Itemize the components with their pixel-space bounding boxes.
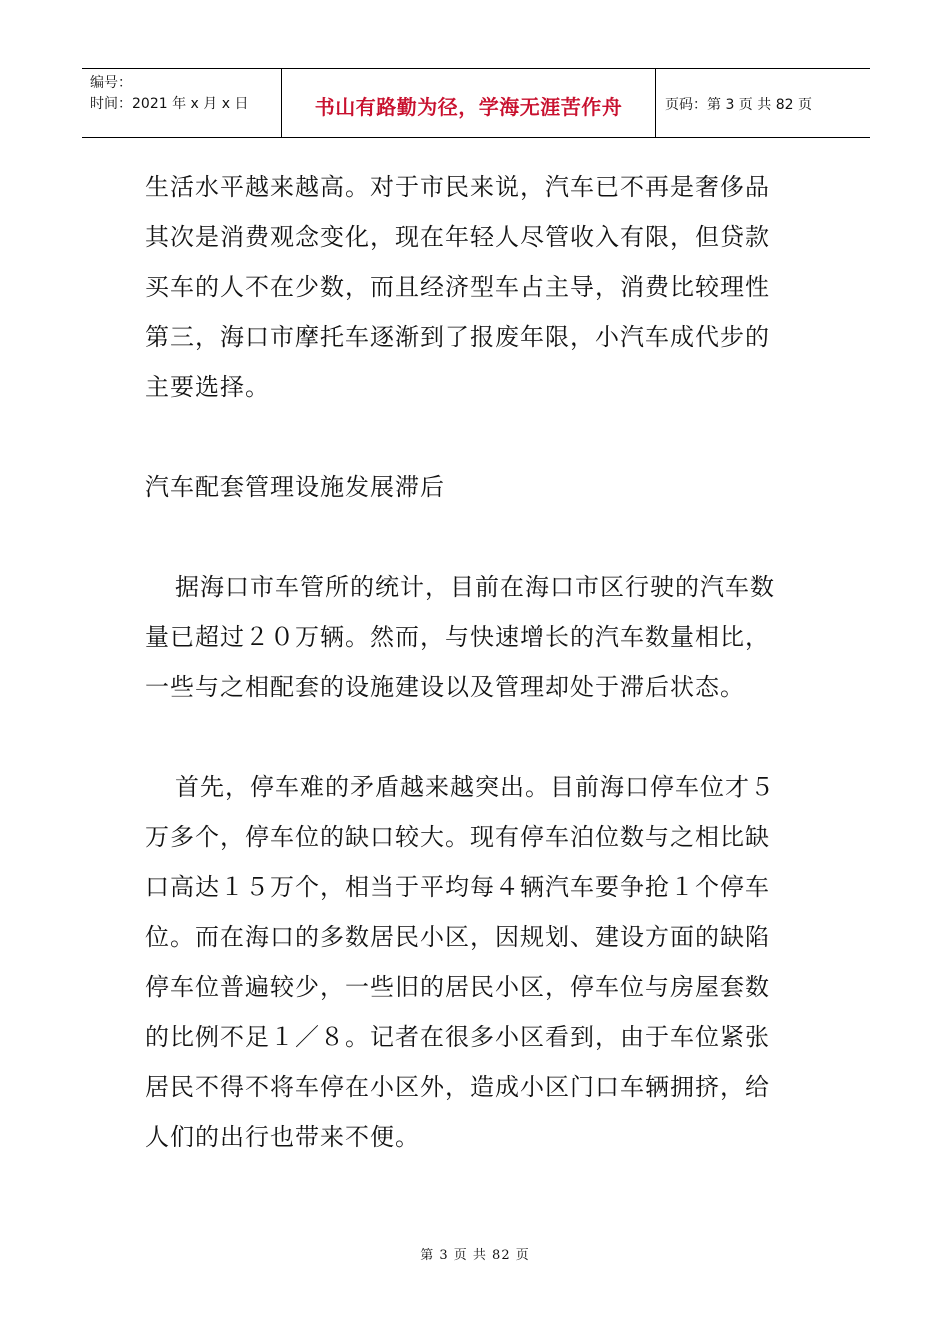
text-line: 居民不得不将车停在小区外，造成小区门口车辆拥挤，给 (145, 1073, 770, 1101)
section-heading: 汽车配套管理设施发展滞后 (145, 473, 445, 501)
header-meta (90, 73, 248, 115)
text-line: 停车位普遍较少，一些旧的居民小区，停车位与房屋套数 (145, 973, 770, 1001)
text-line: 第三，海口市摩托车逐渐到了报废年限，小汽车成代步的 (145, 323, 770, 351)
text-line: 位。而在海口的多数居民小区，因规划、建设方面的缺陷 (145, 923, 770, 951)
text-line: 口高达１５万个，相当于平均每４辆汽车要争抢１个停车 (145, 873, 770, 901)
text-line: 万多个，停车位的缺口较大。现有停车泊位数与之相比缺 (145, 823, 770, 851)
header-number: 编号： (90, 75, 132, 91)
text-line: 量已超过２０万辆。然而，与快速增长的汽车数量相比， (145, 623, 770, 651)
header-motto: 书山有路勤为径，学海无涯苦作舟 (314, 95, 623, 119)
paragraph-1 (145, 162, 810, 412)
text-line: 首先，停车难的矛盾越来越突出。目前海口停车位才５ (175, 773, 775, 801)
page-header (82, 68, 870, 138)
text-line: 其次是消费观念变化，现在年轻人尽管收入有限，但贷款 (145, 223, 770, 251)
page-footer: 第 3 页 共 82 页 (420, 1248, 530, 1263)
document-body (145, 162, 810, 1162)
text-line: 据海口市车管所的统计，目前在海口市区行驶的汽车数 (175, 573, 775, 601)
text-line: 主要选择。 (145, 373, 270, 401)
text-line: 人们的出行也带来不便。 (145, 1123, 420, 1151)
text-line: 一些与之相配套的设施建设以及管理却处于滞后状态。 (145, 673, 745, 701)
header-page-number: 页码：第 3 页 共 82 页 (665, 97, 812, 113)
paragraph-3 (145, 762, 810, 1162)
text-line: 的比例不足１／８。记者在很多小区看到，由于车位紧张 (145, 1023, 770, 1051)
text-line: 买车的人不在少数，而且经济型车占主导，消费比较理性 (145, 273, 770, 301)
paragraph-2 (145, 562, 810, 712)
header-time: 时间：2021 年 x 月 x 日 (90, 96, 249, 112)
text-line: 生活水平越来越高。对于市民来说，汽车已不再是奢侈品 (145, 173, 770, 201)
header-divider (655, 69, 656, 137)
